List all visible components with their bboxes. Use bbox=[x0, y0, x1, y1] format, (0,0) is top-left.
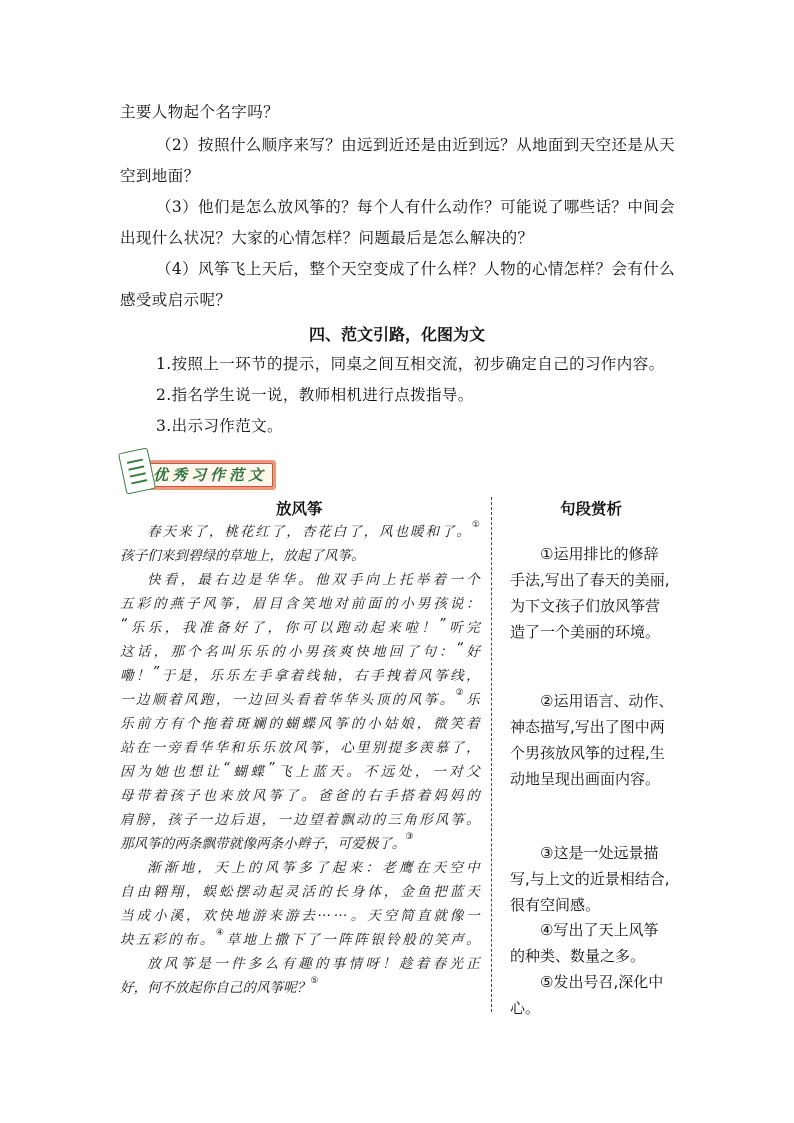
analysis-line: 神态描写,写出了图中两 bbox=[510, 718, 665, 736]
essay-line: 渐 渐 地 ， 天 上 的 风 筝 多 了 起 来 ： 老 鹰 在 天 空 中 bbox=[147, 860, 480, 876]
question-text: 感受或启示呢？ bbox=[120, 291, 232, 309]
essay-line: 放 风 筝 是 一 件 多 么 有 趣 的 事 情 呀 ！ 趁 着 春 光 正 bbox=[147, 956, 480, 972]
excellent-essay-badge bbox=[122, 450, 277, 496]
question-text: （3）他们是怎么放风筝的？每个人有什么动作？可能说了哪些话？中间会 bbox=[156, 198, 676, 216]
notebook-icon bbox=[118, 447, 156, 494]
analysis-line: 为下文孩子们放风筝营 bbox=[510, 597, 661, 615]
analysis-line: 造了一个美丽的环境。 bbox=[510, 623, 661, 641]
analysis-line: 写,与上文的近景相结合, bbox=[510, 870, 670, 888]
analysis-line: ④写出了天上风筝 bbox=[540, 921, 659, 939]
essay-line: 因 为 她 也 想 让 “ 蝴 蝶 ” 飞 上 蓝 天 。 不 远 处 ， 一 对 父 bbox=[120, 760, 480, 780]
badge-label: 优秀习作范文 bbox=[147, 463, 273, 487]
essay-line: 肩 膀 ， 孩 子 一 边 后 退 ， 一 边 望 着 飘 动 的 三 角 形 风 筝 。 bbox=[120, 812, 480, 828]
essay-line: “ 乐 乐 ， 我 准 备 好 了 ， 你 可 以 跑 动 起 来 啦 ！ ” 听 完 bbox=[120, 616, 480, 636]
essay-title: 放风筝 bbox=[276, 499, 323, 518]
badge-ribbon bbox=[144, 460, 276, 490]
analysis-line: 的种类、数量之多。 bbox=[510, 947, 646, 965]
analysis-title: 句段赏析 bbox=[560, 499, 623, 518]
step-text: 3.出示习作范文。 bbox=[156, 417, 283, 435]
question-text: （4）风筝飞上天后，整个天空变成了什么样？人物的心情怎样？会有什么 bbox=[156, 260, 676, 278]
essay-line: 当 成 小 溪 ， 欢 快 地 游 来 游 去 … … 。 天 空 简 直 就 像 一 bbox=[120, 904, 480, 924]
question-text: （2）按照什么顺序来写？由远到近还是由近到远？从地面到天空还是从天 bbox=[156, 136, 676, 154]
step-text: 1.按照上一环节的提示，同桌之间互相交流，初步确定自己的习作内容。 bbox=[156, 355, 665, 373]
analysis-line: 手法,写出了春天的美丽, bbox=[510, 571, 670, 589]
essay-line: 一 边 顺 着 风 跑 ， 一 边 回 头 看 着 华 华 头 顶 的 风 筝 。 ② 乐 bbox=[120, 688, 480, 708]
question-text: 主要人物起个名字吗？ bbox=[120, 103, 280, 121]
analysis-line: 动地呈现出画面内容。 bbox=[510, 770, 661, 788]
analysis-line: ①运用排比的修辞 bbox=[540, 545, 659, 563]
section-heading: 四、范文引路，化图为文 bbox=[308, 325, 485, 344]
analysis-line: 心。 bbox=[510, 999, 541, 1017]
step-text: 2.指名学生说一说，教师相机进行点拨指导。 bbox=[156, 386, 474, 404]
essay-line: 站 在 一 旁 看 华 华 和 乐 乐 放 风 筝 ， 心 里 别 提 多 羡 慕 了 ， bbox=[120, 740, 480, 756]
analysis-line: 个男孩放风筝的过程,生 bbox=[510, 744, 665, 762]
essay-line: 那 风 筝 的 两 条 飘 带 就 像 两 条 小 辫 子 ， 可 爱 极 了 。 ③ bbox=[120, 832, 414, 852]
essay-line: 孩 子 们 来 到 碧 绿 的 草 地 上 ， 放 起 了 风 筝 。 bbox=[120, 548, 365, 564]
essay-line: 自 由 翱 翔 ， 蜈 蚣 摆 动 起 灵 活 的 长 身 体 ， 金 鱼 把 蓝 天 bbox=[120, 884, 480, 900]
analysis-line: ②运用语言、动作、 bbox=[540, 692, 674, 710]
analysis-line: 很有空间感。 bbox=[510, 896, 601, 914]
essay-line: 这 话 ， 那 个 名 叫 乐 乐 的 小 男 孩 爽 快 地 回 了 句 ： “ 好 bbox=[120, 640, 480, 660]
essay-line: 春 天 来 了 ， 桃 花 红 了 ， 杏 花 白 了 ， 风 也 暖 和 了 。 ① bbox=[147, 520, 480, 540]
question-text: 空到地面？ bbox=[120, 167, 200, 185]
essay-line: 乐 前 方 有 个 拖 着 斑 斓 的 蝴 蝶 风 筝 的 小 姑 娘 ， 微 笑 着 bbox=[120, 716, 480, 732]
essay-line: 好 ， 何 不 放 起 你 自 己 的 风 筝 呢 ？ ⑤ bbox=[120, 976, 319, 996]
essay-line: 母 带 着 孩 子 也 来 放 风 筝 了 。 爸 爸 的 右 手 搭 着 妈 妈 的 bbox=[120, 788, 480, 804]
essay-line: 五 彩 的 燕 子 风 筝 ， 眉 目 含 笑 地 对 前 面 的 小 男 孩 说 ： bbox=[120, 596, 480, 612]
question-text: 出现什么状况？大家的心情怎样？问题最后是怎么解决的？ bbox=[120, 229, 534, 247]
column-divider bbox=[491, 497, 492, 1012]
essay-line: 块 五 彩 的 布 。 ④ 草 地 上 撒 下 了 一 阵 阵 银 铃 般 的 笑 声 。 bbox=[120, 928, 480, 948]
analysis-line: ⑤发出号召,深化中 bbox=[540, 973, 664, 991]
analysis-line: ③这是一处远景描 bbox=[540, 844, 659, 862]
essay-line: 快 看 ， 最 右 边 是 华 华 。 他 双 手 向 上 托 举 着 一 个 bbox=[147, 572, 480, 588]
essay-line: 嘞 ！ ” 于 是 ， 乐 乐 左 手 拿 着 线 轴 ， 右 手 拽 着 风 筝 线 ， bbox=[120, 664, 480, 684]
